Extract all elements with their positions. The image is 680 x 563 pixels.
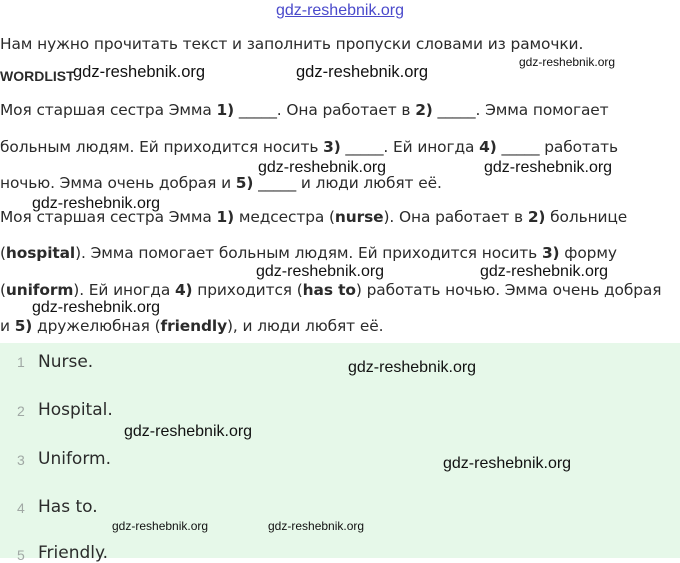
- answer-number: 4: [17, 500, 25, 516]
- bold-term: 2): [415, 101, 433, 119]
- answer-line: (hospital). Эмма помогает больным людям. Ей приходится носить 3) форму: [0, 244, 617, 262]
- watermark: gdz-reshebnik.org: [124, 423, 253, 440]
- watermark: gdz-reshebnik.org: [256, 263, 385, 280]
- bold-term: 4): [174, 281, 193, 299]
- answer-line: Моя старшая сестра Эмма 1) медсестра (nurse). Она работает в 2) больнице: [0, 208, 628, 226]
- answer-number: 5: [17, 547, 25, 563]
- bold-term: 1): [216, 208, 235, 226]
- bold-term: nurse: [334, 208, 384, 226]
- watermark: gdz-reshebnik.org: [443, 455, 572, 472]
- wordlist-label: WORDLIST: [0, 68, 75, 84]
- answer-number: 1: [17, 354, 25, 370]
- task-line: больным людям. Ей приходится носить 3) _____. Ей иногда 4) _____ работать: [0, 138, 619, 156]
- watermark: gdz-reshebnik.org: [32, 195, 161, 212]
- bold-term: 3): [541, 244, 560, 262]
- bold-term: 4): [479, 138, 497, 156]
- task-line: ночью. Эмма очень добрая и 5) _____ и люди любят её.: [0, 174, 442, 192]
- answer-number: 2: [17, 403, 25, 419]
- answer-number: 3: [17, 452, 25, 468]
- answer-text: Uniform.: [38, 449, 111, 469]
- watermark: gdz-reshebnik.org: [32, 299, 161, 316]
- bold-term: hospital: [5, 244, 76, 262]
- bold-term: friendly: [160, 317, 228, 335]
- instruction-text: Нам нужно прочитать текст и заполнить пропуски словами из рамочки.: [0, 35, 584, 53]
- answer-text: Nurse.: [38, 352, 94, 372]
- answer-line: и 5) дружелюбная (friendly), и люди любят её.: [0, 317, 384, 335]
- answer-text: Hospital.: [38, 400, 113, 420]
- bold-term: has to: [302, 281, 356, 299]
- watermark: gdz-reshebnik.org: [519, 55, 616, 69]
- watermark: gdz-reshebnik.org: [480, 263, 609, 280]
- site-link[interactable]: gdz-reshebnik.org: [275, 2, 405, 19]
- answer-line: (uniform). Ей иногда 4) приходится (has to) работать ночью. Эмма очень добрая: [0, 281, 662, 299]
- bold-term: 3): [323, 138, 341, 156]
- watermark: gdz-reshebnik.org: [73, 63, 206, 81]
- watermark: gdz-reshebnik.org: [484, 159, 613, 176]
- answer-text: Friendly.: [38, 543, 109, 563]
- watermark: gdz-reshebnik.org: [348, 359, 477, 376]
- watermark: gdz-reshebnik.org: [268, 519, 365, 533]
- answer-text: Has to.: [38, 497, 98, 517]
- watermark: gdz-reshebnik.org: [296, 63, 429, 81]
- bold-term: 5): [14, 317, 33, 335]
- task-line: Моя старшая сестра Эмма 1) _____. Она работает в 2) _____. Эмма помогает: [0, 101, 609, 119]
- bold-term: 2): [527, 208, 546, 226]
- bold-term: 1): [216, 101, 235, 119]
- watermark: gdz-reshebnik.org: [112, 519, 209, 533]
- watermark: gdz-reshebnik.org: [258, 159, 387, 176]
- bold-term: 5): [235, 174, 254, 192]
- bold-term: uniform: [5, 281, 74, 299]
